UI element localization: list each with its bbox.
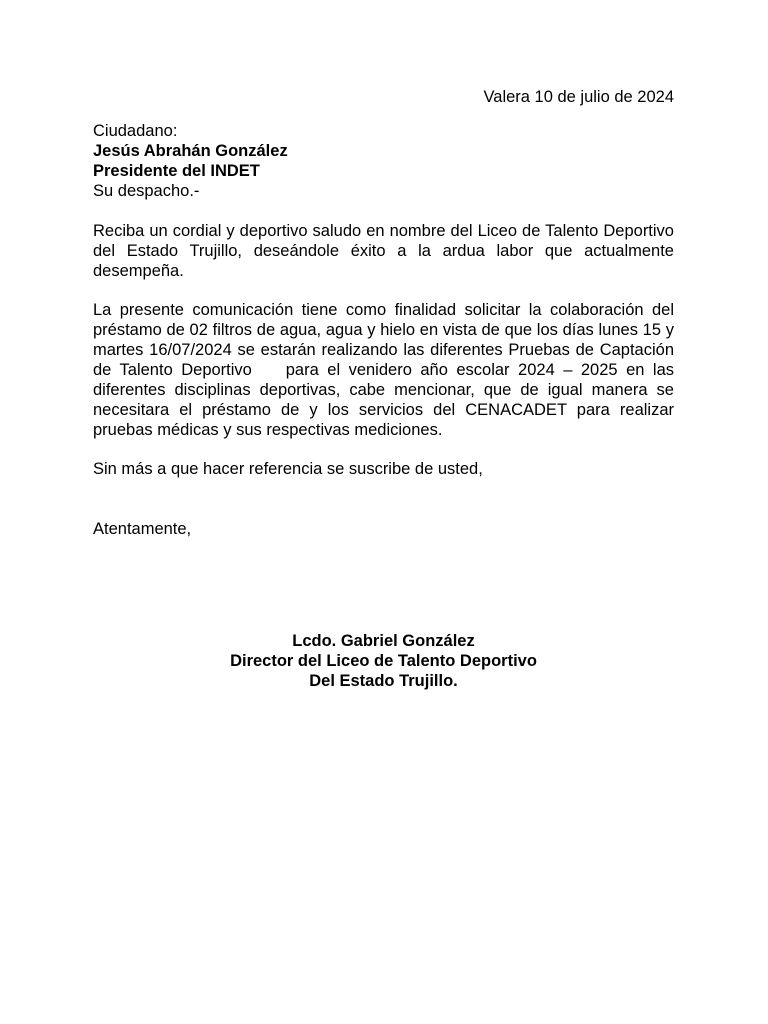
letter-body xyxy=(93,87,679,690)
dispatch-line: Su despacho.- xyxy=(93,182,200,200)
recipient-name: Jesús Abrahán González xyxy=(93,142,288,160)
greeting-paragraph: Reciba un cordial y deportivo saludo en nombre del Liceo de Talento Deportivo del Estado Trujillo, deseándole éxito a la ardua labor que actualmente desempeña. xyxy=(93,222,674,280)
complimentary-close: Atentamente, xyxy=(93,520,192,538)
signatory-title: Director del Liceo de Talento Deportivo xyxy=(230,652,537,670)
letter-date: Valera 10 de julio de 2024 xyxy=(483,88,674,106)
signature-block xyxy=(93,631,674,691)
addressee-block xyxy=(93,121,674,201)
signatory-name: Lcdo. Gabriel González xyxy=(292,632,475,650)
signatory-organization: Del Estado Trujillo. xyxy=(309,672,458,690)
request-paragraph: La presente comunicación tiene como finalidad solicitar la colaboración del préstamo de 02 filtros de agua, agua y hielo en vista de que los días lunes 15 y martes 16/07/2024 se estarán realizando las diferentes Pruebas de Captación de Talento Deportivo para el venidero año escolar 2024 – 2025 en las diferentes disciplinas deportivas, cabe mencionar, que de igual manera se necesitara el préstamo de y los servicios del CENACADET para realizar pruebas médicas y sus respectivas mediciones. xyxy=(93,301,679,439)
salutation: Ciudadano: xyxy=(93,122,178,140)
closing-paragraph: Sin más a que hacer referencia se suscribe de usted, xyxy=(93,460,483,478)
recipient-title: Presidente del INDET xyxy=(93,162,260,180)
